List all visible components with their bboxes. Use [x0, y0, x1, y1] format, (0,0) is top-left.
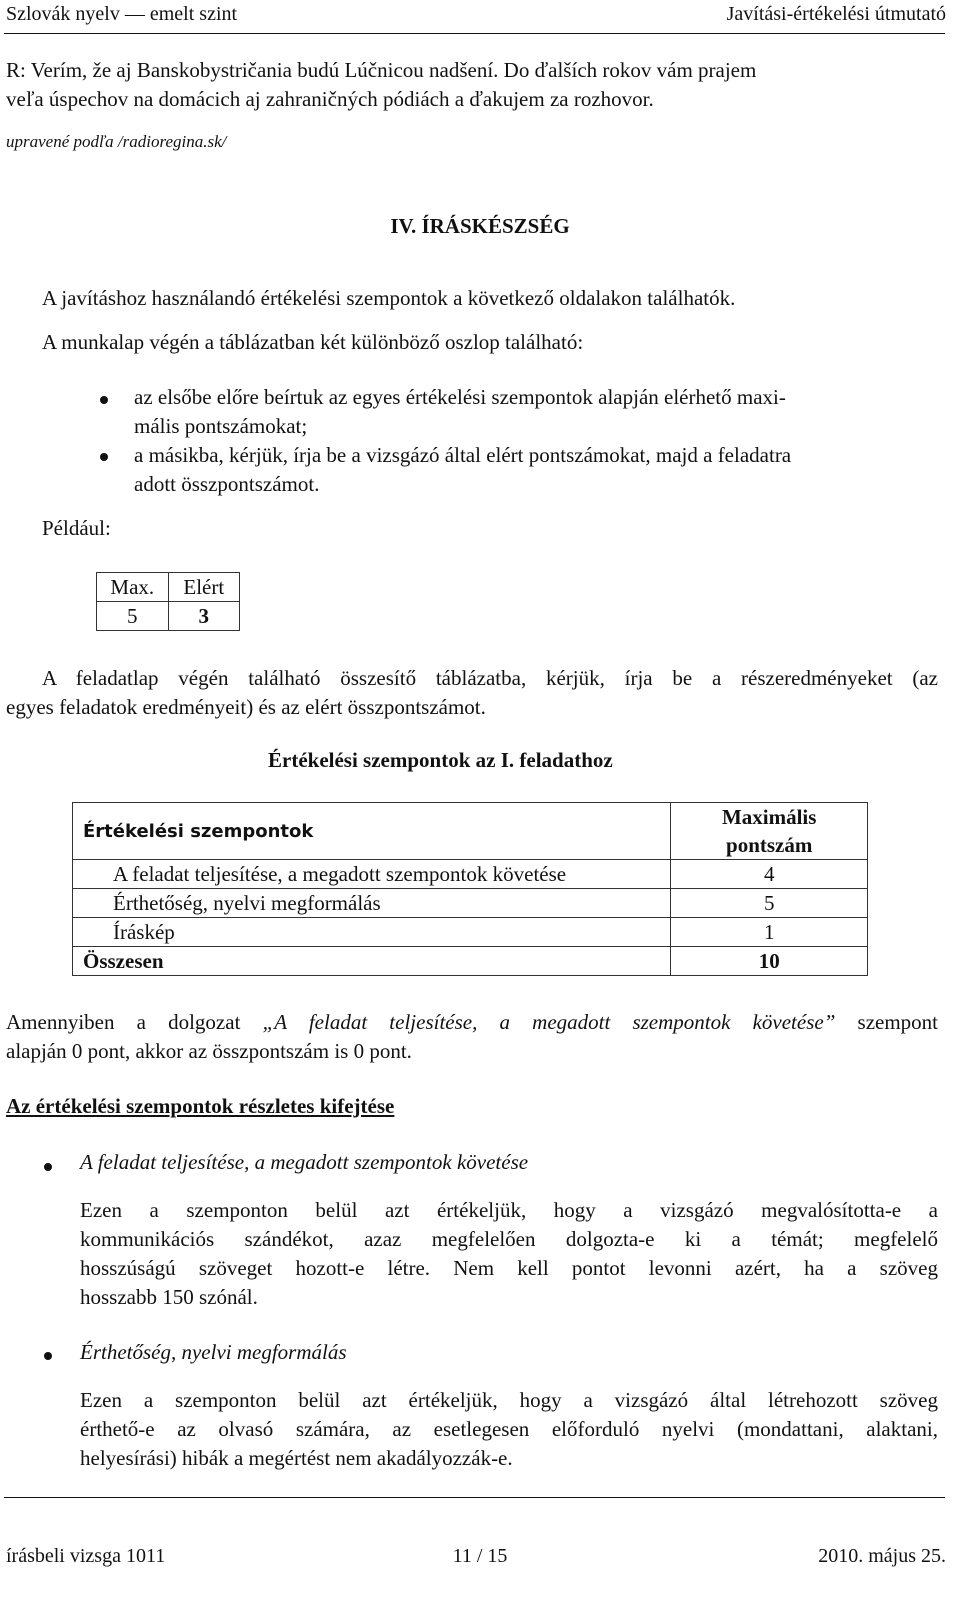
example-label: Például: [42, 516, 111, 540]
footer-rule [4, 1497, 945, 1498]
details-title: Az értékelési szempontok részletes kifejtése [6, 1094, 395, 1118]
bullet-dot [44, 1163, 52, 1171]
criteria-label: Érthetőség, nyelvi megformálás [73, 889, 671, 918]
source-note: upravené podľa /radioregina.sk/ [6, 132, 227, 151]
max-points-header: Maximális pontszám [671, 803, 868, 860]
bullet-dot [100, 396, 108, 404]
example-max-value: 5 [97, 602, 169, 631]
detail-text-2: Ezen a szemponton belül azt értékeljük, hogy a vizsgázó által létrehozott szöveg érthető-e az olvasó számára, az esetlegesen előforduló nyelvi (mondattani, alaktani, helyesírási) hibák a megértést nem akadályozzák-e. [80, 1388, 938, 1470]
bullet-dot [44, 1352, 52, 1360]
footer-page-number: 11 / 15 [452, 1545, 508, 1567]
header-right: Javítási-értékelési útmutató [726, 3, 946, 25]
criteria-value: 5 [671, 889, 868, 918]
footer-left: írásbeli vizsga 1011 [6, 1545, 166, 1567]
header-rule [4, 33, 945, 34]
intro-line-2: veľa úspechov na domácich aj zahraničných pódiách a ďakujem za rozhovor. [6, 87, 654, 111]
bullet-dot [100, 453, 108, 461]
criteria-header: Értékelési szempontok [73, 803, 671, 860]
criteria-title: Értékelési szempontok az I. feladathoz [268, 748, 613, 772]
bullet-2: a másikba, kérjük, írja be a vizsgázó által elért pontszámokat, majd a feladatra adott összpontszámot. [134, 443, 792, 496]
detail-heading-1: A feladat teljesítése, a megadott szempontok követése [80, 1150, 529, 1174]
section-title: IV. ÍRÁSKÉSZSÉG [390, 214, 570, 238]
detail-heading-2: Érthetőség, nyelvi megformálás [80, 1340, 347, 1364]
example-col-max: Max. [97, 573, 169, 602]
footer-date: 2010. május 25. [818, 1545, 946, 1567]
detail-text-1: Ezen a szemponton belül azt értékeljük, hogy a vizsgázó megvalósította-e a kommunikációs szándékot, azaz megfelelően dolgozta-e ki a témát; megfelelő hosszúságú szöveget hozott-e létre. Nem kell pontot levonni azért, ha a szöveg hosszabb 150 szónál. [80, 1198, 938, 1309]
table-row-total [73, 947, 868, 976]
intro-line-1: R: Verím, že aj Banskobystričania budú Lúčnicou nadšení. Do ďalších rokov vám prajem [6, 58, 757, 82]
total-label: Összesen [73, 947, 671, 976]
example-col-elert: Elért [168, 573, 239, 602]
table-row [73, 860, 868, 889]
paragraph-3: A feladatlap végén található összesítő táblázatba, kérjük, írja be a részeredményeket (az egyes feladatok eredményeit) és az elért összpontszámot. [6, 666, 938, 719]
criteria-value: 4 [671, 860, 868, 889]
total-value: 10 [671, 947, 868, 976]
criteria-label: Íráskép [73, 918, 671, 947]
paragraph-1: A javításhoz használandó értékelési szempontok a következő oldalakon találhatók. [42, 286, 736, 310]
zero-points-note: Amennyiben a dolgozat „A feladat teljesítése, a megadott szempontok követése” szempont alapján 0 pont, akkor az összpontszám is 0 pont. [6, 1010, 939, 1063]
criteria-table [72, 802, 868, 976]
criteria-label: A feladat teljesítése, a megadott szempontok követése [73, 860, 671, 889]
paragraph-2: A munkalap végén a táblázatban két különböző oszlop található: [42, 330, 584, 354]
bullet-1: az elsőbe előre beírtuk az egyes értékelési szempontok alapján elérhető maxi- mális pontszámokat; [134, 385, 786, 438]
table-row [73, 918, 868, 947]
header-left: Szlovák nyelv — emelt szint [6, 3, 238, 25]
example-elert-value: 3 [168, 602, 239, 631]
example-table [96, 572, 240, 631]
criteria-value: 1 [671, 918, 868, 947]
table-row [73, 889, 868, 918]
